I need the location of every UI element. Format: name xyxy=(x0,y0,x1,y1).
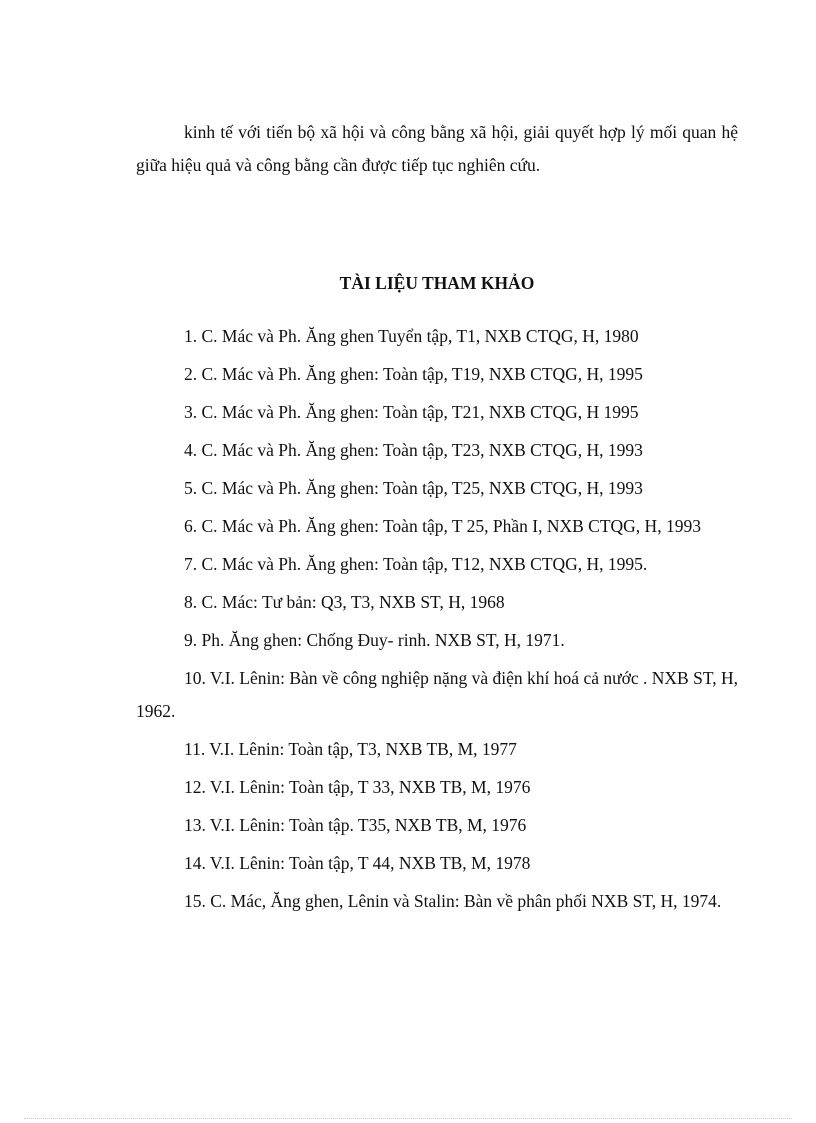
reference-item: 14. V.I. Lênin: Toàn tập, T 44, NXB TB, M, 1978 xyxy=(184,853,531,873)
reference-item: 15. C. Mác, Ăng ghen, Lênin và Stalin: Bàn về phân phối NXB ST, H, 1974. xyxy=(184,891,722,911)
reference-item: 10. V.I. Lênin: Bàn về công nghiệp nặng và điện khí hoá cả nước . NXB ST, H, 1962. xyxy=(136,668,738,721)
reference-item: 7. C. Mác và Ph. Ăng ghen: Toàn tập, T12, NXB CTQG, H, 1995. xyxy=(184,554,648,574)
reference-item: 12. V.I. Lênin: Toàn tập, T 33, NXB TB, M, 1976 xyxy=(184,777,531,797)
page-bottom-rule xyxy=(24,1118,792,1119)
reference-item: 8. C. Mác: Tư bản: Q3, T3, NXB ST, H, 1968 xyxy=(184,592,505,612)
reference-item: 3. C. Mác và Ph. Ăng ghen: Toàn tập, T21, NXB CTQG, H 1995 xyxy=(184,402,639,422)
reference-item: 2. C. Mác và Ph. Ăng ghen: Toàn tập, T19, NXB CTQG, H, 1995 xyxy=(184,364,643,384)
reference-item: 4. C. Mác và Ph. Ăng ghen: Toàn tập, T23, NXB CTQG, H, 1993 xyxy=(184,440,643,460)
intro-paragraph: kinh tế với tiến bộ xã hội và công bằng xã hội, giải quyết hợp lý mối quan hệ giữa hiệu quả và công bằng cần được tiếp tục nghiên cứu. xyxy=(136,122,738,175)
reference-list xyxy=(136,320,738,923)
reference-item: 6. C. Mác và Ph. Ăng ghen: Toàn tập, T 25, Phần I, NXB CTQG, H, 1993 xyxy=(184,516,701,536)
reference-item: 13. V.I. Lênin: Toàn tập. T35, NXB TB, M, 1976 xyxy=(184,815,527,835)
reference-item: 9. Ph. Ăng ghen: Chống Đuy- rinh. NXB ST, H, 1971. xyxy=(184,630,565,650)
reference-item: 1. C. Mác và Ph. Ăng ghen Tuyển tập, T1, NXB CTQG, H, 1980 xyxy=(184,326,639,346)
reference-item: 11. V.I. Lênin: Toàn tập, T3, NXB TB, M, 1977 xyxy=(184,739,517,759)
references-heading: TÀI LIỆU THAM KHẢO xyxy=(339,273,535,293)
reference-item: 5. C. Mác và Ph. Ăng ghen: Toàn tập, T25, NXB CTQG, H, 1993 xyxy=(184,478,643,498)
